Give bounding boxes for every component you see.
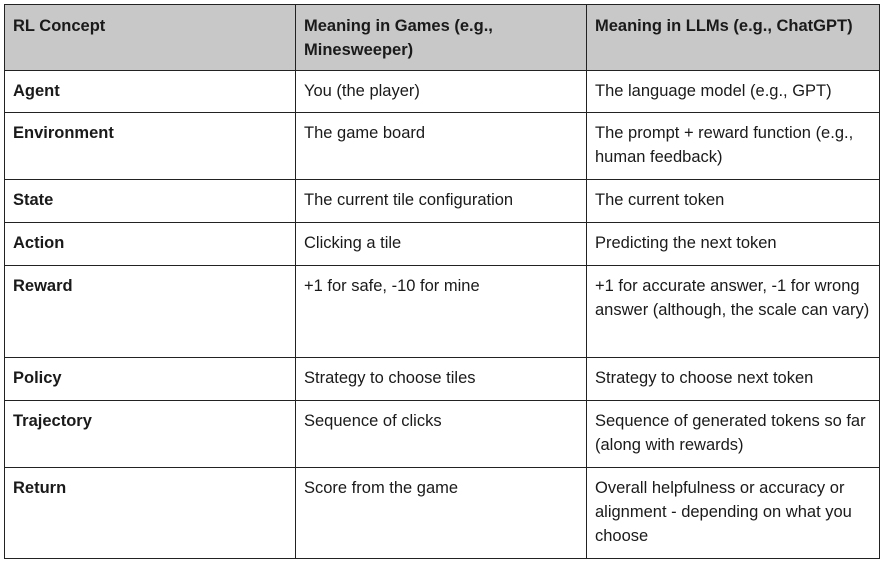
table-row [5, 71, 880, 113]
concept-cell: Reward [5, 266, 296, 358]
table-row [5, 401, 880, 468]
rl-concepts-table [4, 4, 880, 559]
table-row [5, 113, 880, 180]
llms-cell: Overall helpfulness or accuracy or alignment - depending on what you choose [587, 468, 880, 559]
concept-cell: State [5, 180, 296, 223]
llms-cell: +1 for accurate answer, -1 for wrong answer (although, the scale can vary) [587, 266, 880, 358]
games-cell: Sequence of clicks [296, 401, 587, 468]
header-llms: Meaning in LLMs (e.g., ChatGPT) [587, 5, 880, 71]
llms-cell: Predicting the next token [587, 223, 880, 266]
table-row [5, 180, 880, 223]
llms-cell: Sequence of generated tokens so far (along with rewards) [587, 401, 880, 468]
games-cell: Clicking a tile [296, 223, 587, 266]
concept-cell: Action [5, 223, 296, 266]
llms-cell: Strategy to choose next token [587, 358, 880, 401]
header-row [5, 5, 880, 71]
games-cell: Strategy to choose tiles [296, 358, 587, 401]
header-games: Meaning in Games (e.g., Minesweeper) [296, 5, 587, 71]
concept-cell: Policy [5, 358, 296, 401]
llms-cell: The current token [587, 180, 880, 223]
concept-cell: Agent [5, 71, 296, 113]
llms-cell: The language model (e.g., GPT) [587, 71, 880, 113]
games-cell: The game board [296, 113, 587, 180]
concept-cell: Trajectory [5, 401, 296, 468]
table-row [5, 266, 880, 358]
concept-cell: Return [5, 468, 296, 559]
games-cell: +1 for safe, -10 for mine [296, 266, 587, 358]
table-row [5, 468, 880, 559]
games-cell: You (the player) [296, 71, 587, 113]
header-rl-concept: RL Concept [5, 5, 296, 71]
games-cell: Score from the game [296, 468, 587, 559]
llms-cell: The prompt + reward function (e.g., human feedback) [587, 113, 880, 180]
concept-cell: Environment [5, 113, 296, 180]
table-row [5, 223, 880, 266]
games-cell: The current tile configuration [296, 180, 587, 223]
table-row [5, 358, 880, 401]
